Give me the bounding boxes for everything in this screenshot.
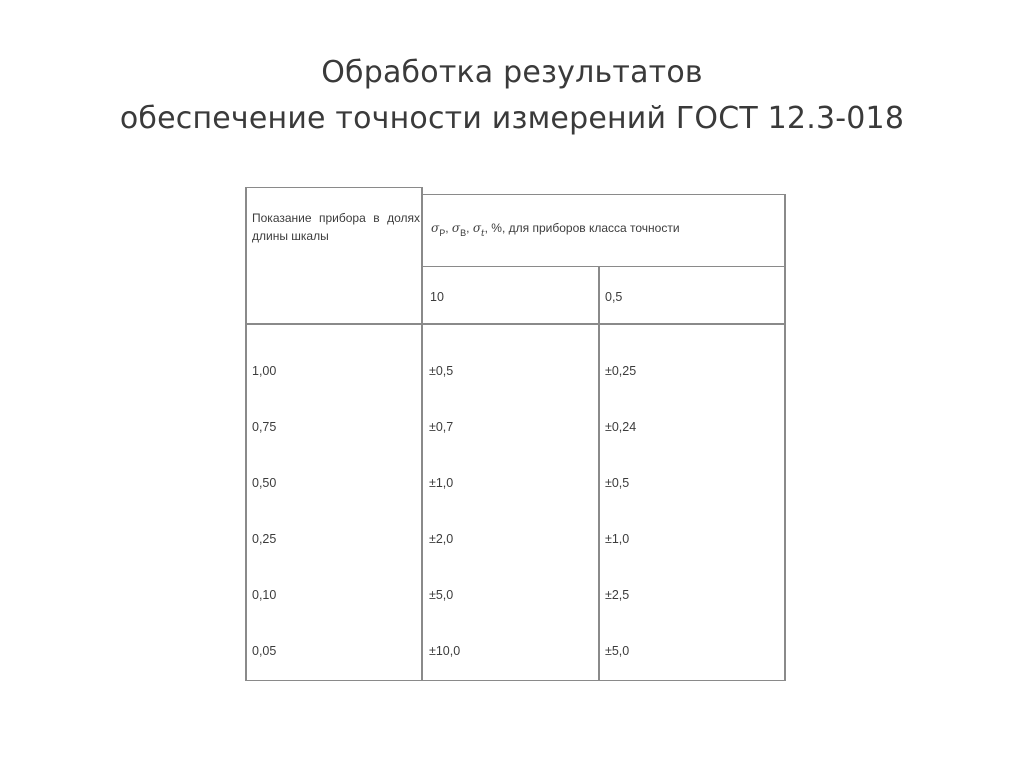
class-05-cell: ±0,24 xyxy=(605,420,637,434)
class-10-cell: ±10,0 xyxy=(429,644,461,658)
header-sigma xyxy=(431,221,680,239)
class-05-cell: ±1,0 xyxy=(605,532,630,546)
accuracy-table xyxy=(245,187,787,681)
slide-title-line-2: обеспечение точности измерений ГОСТ 12.3-018 xyxy=(119,101,905,136)
class-column-10: 10 xyxy=(430,290,444,304)
table-rule xyxy=(245,187,247,681)
slide-title-line-1: Обработка результатов xyxy=(321,55,703,90)
reading-cell: 0,10 xyxy=(252,588,277,602)
table-rule xyxy=(245,323,786,325)
sigma-sep: , xyxy=(466,221,470,235)
sigma-symbol: σ xyxy=(451,221,461,235)
slide-title xyxy=(0,50,1024,142)
class-10-cell: ±1,0 xyxy=(429,476,454,490)
class-05-cell: ±5,0 xyxy=(605,644,630,658)
sigma-sep: , xyxy=(445,221,449,235)
class-05-cell: ±0,25 xyxy=(605,364,637,378)
sigma-sub-p: P xyxy=(439,228,446,238)
reading-cell: 0,25 xyxy=(252,532,277,546)
class-10-cell: ±0,7 xyxy=(429,420,454,434)
class-10-cell: ±2,0 xyxy=(429,532,454,546)
table-rule xyxy=(245,187,421,188)
table-rule xyxy=(423,194,785,195)
reading-cell: 0,50 xyxy=(252,476,277,490)
sigma-tail: , %, для приборов класса точности xyxy=(484,221,680,235)
class-05-cell: ±0,5 xyxy=(605,476,630,490)
class-05-cell: ±2,5 xyxy=(605,588,630,602)
table-rule xyxy=(421,187,423,681)
class-column-05: 0,5 xyxy=(605,290,623,304)
reading-cell: 1,00 xyxy=(252,364,277,378)
table-rule xyxy=(245,680,786,681)
class-10-cell: ±0,5 xyxy=(429,364,454,378)
sigma-symbol: σ xyxy=(431,221,440,235)
reading-cell: 0,75 xyxy=(252,420,277,434)
class-10-cell: ±5,0 xyxy=(429,588,454,602)
table-rule xyxy=(598,267,600,681)
sigma-sub-b: B xyxy=(460,228,467,238)
sigma-symbol: σ xyxy=(472,221,482,235)
reading-cell: 0,05 xyxy=(252,644,277,658)
table-rule xyxy=(784,194,786,681)
header-reading: Показание прибора в долях длины шкалы xyxy=(252,211,420,243)
sigma-sub-t: t xyxy=(481,229,485,239)
table-rule xyxy=(423,266,785,267)
